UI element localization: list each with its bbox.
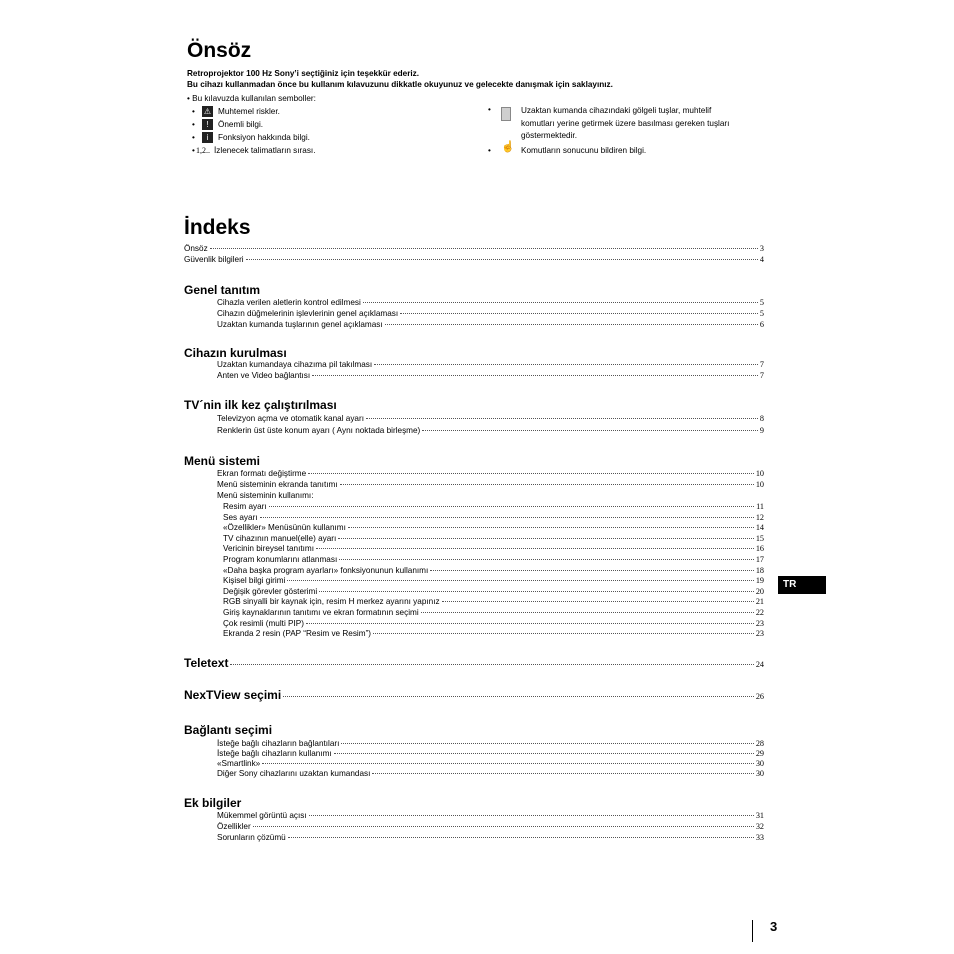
toc-entry-label: Menü sisteminin kullanımı:	[217, 491, 314, 500]
toc-leader-dots	[253, 826, 754, 827]
toc-entry-page: 6	[759, 320, 764, 329]
toc-section-title: Bağlantı seçimi	[184, 723, 273, 737]
toc-entry-label: TV cihazının manuel(elle) ayarı	[223, 533, 337, 543]
toc-entry	[184, 255, 764, 265]
toc-entry	[223, 534, 764, 544]
toc-entry-page: 26	[755, 692, 764, 701]
toc-entry-label: Diğer Sony cihazlarını uzaktan kumandası	[217, 769, 371, 778]
toc-entry	[223, 544, 764, 554]
toc-entry-label: Güvenlik bilgileri	[184, 255, 244, 264]
toc-entry	[184, 244, 764, 254]
intro-line-2: Bu cihazı kullanmadan önce bu kullanım kılavuzunu dikkatle okuyunuz ve gelecekte danışmak için saklayınız.	[187, 79, 613, 89]
toc-entry-page: 33	[755, 833, 764, 842]
toc-entry	[223, 555, 764, 565]
toc-entry	[217, 360, 764, 370]
toc-entry-label: Mükemmel görüntü açısı	[217, 811, 307, 820]
toc-leader-dots	[312, 375, 758, 376]
warning-icon: ⚠	[203, 107, 212, 116]
toc-leader-dots	[260, 517, 754, 518]
toc-entry-label: İsteğe bağlı cihazların bağlantıları	[217, 739, 340, 748]
toc-section-title: TV´nin ilk kez çalıştırılması	[184, 398, 337, 412]
toc-entry	[217, 759, 764, 769]
toc-entry-page: 16	[755, 544, 764, 554]
toc-entry-page: 29	[755, 749, 764, 758]
toc-entry-label: Uzaktan kumandaya cihazıma pil takılması	[217, 360, 373, 369]
toc-entry-page: 11	[756, 502, 764, 511]
toc-entry	[223, 523, 764, 533]
toc-entry	[217, 749, 764, 759]
toc-entry-label: Önsöz	[184, 244, 208, 253]
toc-entry	[217, 426, 764, 436]
important-icon: !	[202, 119, 213, 130]
toc-leader-dots	[421, 612, 754, 613]
info-icon: i	[202, 132, 213, 143]
toc-entry	[217, 469, 764, 479]
toc-entry	[217, 320, 764, 330]
toc-leader-dots	[283, 696, 754, 697]
toc-entry	[184, 658, 764, 668]
toc-entry	[217, 739, 764, 749]
toc-entry-page: 32	[755, 822, 764, 831]
toc-entry	[223, 513, 764, 523]
toc-entry-label: Sorunların çözümü	[217, 833, 286, 842]
toc-entry-label: RGB sinyalli bir kaynak için, resim H merkez ayarını yapınız	[223, 597, 440, 607]
toc-leader-dots	[442, 601, 754, 602]
toc-entry-page: 23	[755, 618, 764, 628]
toc-section-title: Menü sistemi	[184, 454, 261, 468]
toc-leader-dots	[269, 506, 754, 507]
toc-entry	[223, 576, 764, 586]
toc-leader-dots	[246, 259, 758, 260]
toc-leader-dots	[400, 313, 758, 314]
toc-entry-label: Televizyon açma ve otomatik kanal ayarı	[217, 414, 364, 423]
toc-entry-page: 24	[755, 660, 764, 669]
preface-intro	[187, 69, 613, 90]
toc-entry	[223, 619, 764, 629]
symbol-row: • 1,2.. İzlenecek talimatların sırası.	[192, 146, 316, 155]
toc-entry	[184, 690, 764, 700]
toc-entry-label: Resim ayarı	[223, 502, 267, 511]
toc-leader-dots	[306, 623, 754, 624]
toc-leader-dots	[374, 364, 758, 365]
toc-entry-label: Özellikler	[217, 822, 251, 831]
toc-leader-dots	[339, 559, 754, 560]
toc-entry-label: Renklerin üst üste konum ayarı ( Aynı noktada birleşme)	[217, 426, 421, 435]
toc-entry-page: 23	[755, 629, 764, 639]
toc-entry-label: «Smartlink»	[217, 759, 261, 768]
toc-leader-dots	[334, 753, 754, 754]
toc-entry-label: Program konumlarını atlanması	[223, 555, 338, 564]
toc-entry-page: 18	[755, 565, 764, 575]
toc-leader-dots	[348, 527, 754, 528]
steps-icon: 1,2..	[196, 146, 210, 155]
toc-entry	[217, 414, 764, 424]
toc-entry-page: 10	[755, 469, 764, 478]
toc-entry-page: 4	[759, 255, 764, 264]
symbols-heading: • Bu kılavuzda kullanılan semboller:	[187, 94, 316, 103]
toc-entry-label: «Daha başka program ayarları» fonksiyonunun kullanımı	[223, 565, 429, 575]
toc-entry-page: 7	[759, 360, 764, 369]
toc-entry-page: 5	[759, 309, 764, 318]
toc-entry-page: 30	[755, 769, 764, 778]
toc-entry	[217, 491, 764, 501]
toc-entry-page: 20	[755, 586, 764, 596]
toc-leader-dots	[366, 418, 758, 419]
toc-entry-page: 9	[759, 426, 764, 435]
page-divider	[752, 920, 753, 942]
toc-entry	[217, 309, 764, 319]
toc-entry-page: 8	[759, 414, 764, 423]
toc-entry-label: Anten ve Video bağlantısı	[217, 371, 311, 380]
page-number: 3	[770, 919, 778, 934]
toc-entry-page: 30	[755, 759, 764, 768]
toc-entry	[223, 597, 764, 607]
symbol-row: • ! Önemli bilgi.	[192, 120, 264, 129]
toc-leader-dots	[210, 248, 758, 249]
toc-leader-dots	[316, 548, 754, 549]
toc-leader-dots	[288, 837, 754, 838]
preface-title: Önsöz	[187, 39, 252, 62]
symbol-right-text: Komutların sonucunu bildiren bilgi.	[521, 146, 647, 155]
toc-leader-dots	[309, 815, 754, 816]
toc-entry-label: İsteğe bağlı cihazların kullanımı	[217, 749, 332, 758]
toc-entry	[217, 371, 764, 381]
toc-entry-label: Değişik görevler gösterimi	[223, 586, 318, 596]
toc-leader-dots	[341, 743, 753, 744]
toc-entry	[223, 608, 764, 618]
toc-entry-page: 21	[755, 597, 764, 607]
toc-entry	[217, 833, 764, 843]
intro-line-1: Retroprojektor 100 Hz Sony’i seçtiğiniz için teşekkür ederiz.	[187, 69, 420, 78]
toc-entry	[223, 566, 764, 576]
toc-section-title: Ek bilgiler	[184, 796, 242, 810]
toc-section-title: Genel tanıtım	[184, 283, 261, 297]
toc-entry	[217, 769, 764, 779]
toc-entry-page: 14	[755, 523, 764, 533]
toc-entry-page: 12	[755, 512, 764, 522]
toc-leader-dots	[262, 763, 754, 764]
toc-leader-dots	[363, 302, 758, 303]
toc-entry-page: 22	[755, 608, 764, 617]
toc-leader-dots	[230, 664, 753, 665]
hand-icon: ☝	[501, 141, 515, 153]
toc-entry-page: 10	[755, 480, 764, 489]
symbols-left-list	[192, 105, 315, 157]
toc-leader-dots	[372, 773, 753, 774]
toc-entry-label: Vericinin bireysel tanıtımı	[223, 544, 315, 554]
toc-entry-label: Teletext	[184, 656, 229, 670]
toc-entry-label: Cihazın düğmelerinin işlevlerinin genel açıklaması	[217, 309, 399, 318]
toc-entry-label: Cihazla verilen aletlerin kontrol edilmesi	[217, 298, 361, 307]
toc-entry-label: Giriş kaynaklarının tanıtımı ve ekran formatının seçimi	[223, 608, 419, 617]
toc-leader-dots	[338, 538, 754, 539]
toc-entry-label: Ses ayarı	[223, 512, 258, 522]
toc-leader-dots	[308, 473, 754, 474]
toc-leader-dots	[385, 324, 758, 325]
toc-entry	[217, 480, 764, 490]
toc-entry-page: 31	[755, 811, 764, 820]
toc-entry-page: 3	[759, 244, 764, 253]
toc-entry-label: Kişisel bilgi girimi	[223, 576, 286, 586]
toc-entry-label: Ekranda 2 resin (PAP “Resim ve Resim”)	[223, 629, 372, 639]
toc-leader-dots	[319, 591, 754, 592]
symbol-row: • i Fonksiyon hakkında bilgi.	[192, 133, 310, 142]
language-tab: TR	[778, 576, 826, 594]
toc-entry-page: 5	[759, 298, 764, 307]
toc-entry-label: Ekran formatı değiştirme	[217, 469, 307, 478]
toc-section-title: Cihazın kurulması	[184, 346, 287, 360]
toc-entry-page: 17	[755, 555, 764, 564]
toc-entry-page: 19	[755, 576, 764, 586]
toc-entry-page: 28	[755, 739, 764, 748]
toc-entry	[223, 502, 764, 512]
toc-leader-dots	[373, 633, 754, 634]
toc-entry-label: Çok resimli (multi PIP)	[223, 618, 304, 628]
toc-entry-label: NexTView seçimi	[184, 688, 282, 702]
toc-entry	[217, 822, 764, 832]
toc-leader-dots	[340, 484, 754, 485]
symbol-row: • ⚠ Muhtemel riskler.	[192, 107, 280, 116]
toc-leader-dots	[287, 580, 753, 581]
toc-entry-label: Uzaktan kumanda tuşlarının genel açıklaması	[217, 320, 383, 329]
symbol-right-text: Uzaktan kumanda cihazındaki gölgeli tuşlar, muhtelif komutları yerine getirmek üzere basılması gereken tuşları göstermektedir.	[521, 106, 730, 140]
toc-entry-page: 7	[759, 371, 764, 380]
toc-entry-label: Menü sisteminin ekranda tanıtımı	[217, 480, 338, 489]
toc-entry-label: «Özellikler» Menüsünün kullanımı	[223, 523, 346, 533]
toc-leader-dots	[422, 430, 758, 431]
toc-entry	[223, 587, 764, 597]
toc-entry	[217, 298, 764, 308]
shaded-button-icon	[501, 107, 511, 121]
toc-entry-page: 15	[755, 533, 764, 543]
index-title: İndeks	[184, 216, 251, 239]
toc-entry	[217, 811, 764, 821]
toc-entry	[223, 629, 764, 639]
toc-leader-dots	[430, 570, 754, 571]
